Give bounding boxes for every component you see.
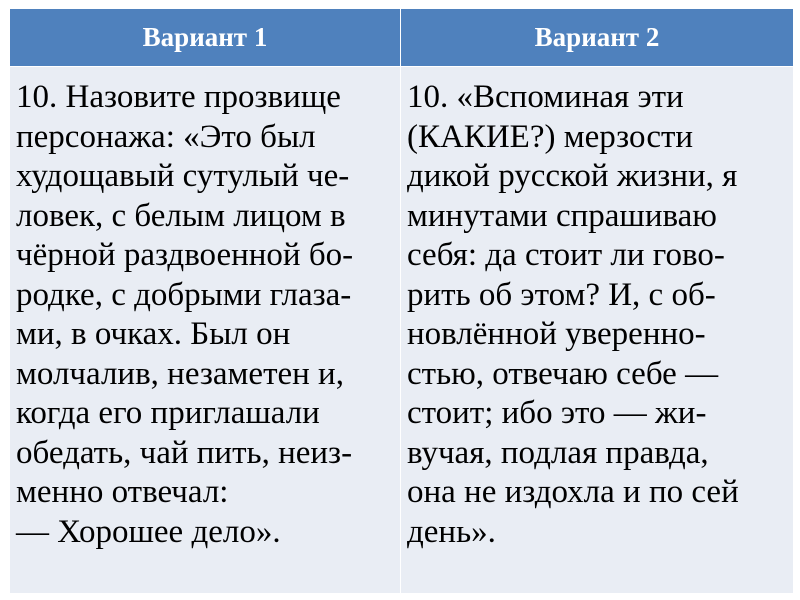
question-text-variant-1: 10. Назовите прозвище персонажа: «Это был худощавый сутулый че- ловек, с белым лицом в чёрной раздвоенной бо- родке, с добрыми глаза- ми, в очках. Был он молчалив, незаметен и, когда его приглашали обедать, чай пить, неиз- менно отвечал: — Хорошее дело».: [16, 79, 354, 550]
header-variant-2: Вариант 2: [401, 9, 794, 67]
cell-variant-2: [401, 67, 794, 594]
cell-variant-1: [10, 67, 401, 594]
header-variant-1: Вариант 1: [10, 9, 401, 67]
table-row: [10, 67, 794, 594]
variants-table: [9, 8, 794, 594]
table-header-row: [10, 9, 794, 67]
question-text-variant-2: 10. «Вспоминая эти (КАКИЕ?) мерзости дикой русской жизни, я минутами спрашиваю себя: да стоит ли гово- рить об этом? И, с об- новлённой уверенно- стью, отвечаю себе — стоит; ибо это — жи- вучая, подлая правда, она не издохла и по сей день».: [407, 79, 739, 550]
